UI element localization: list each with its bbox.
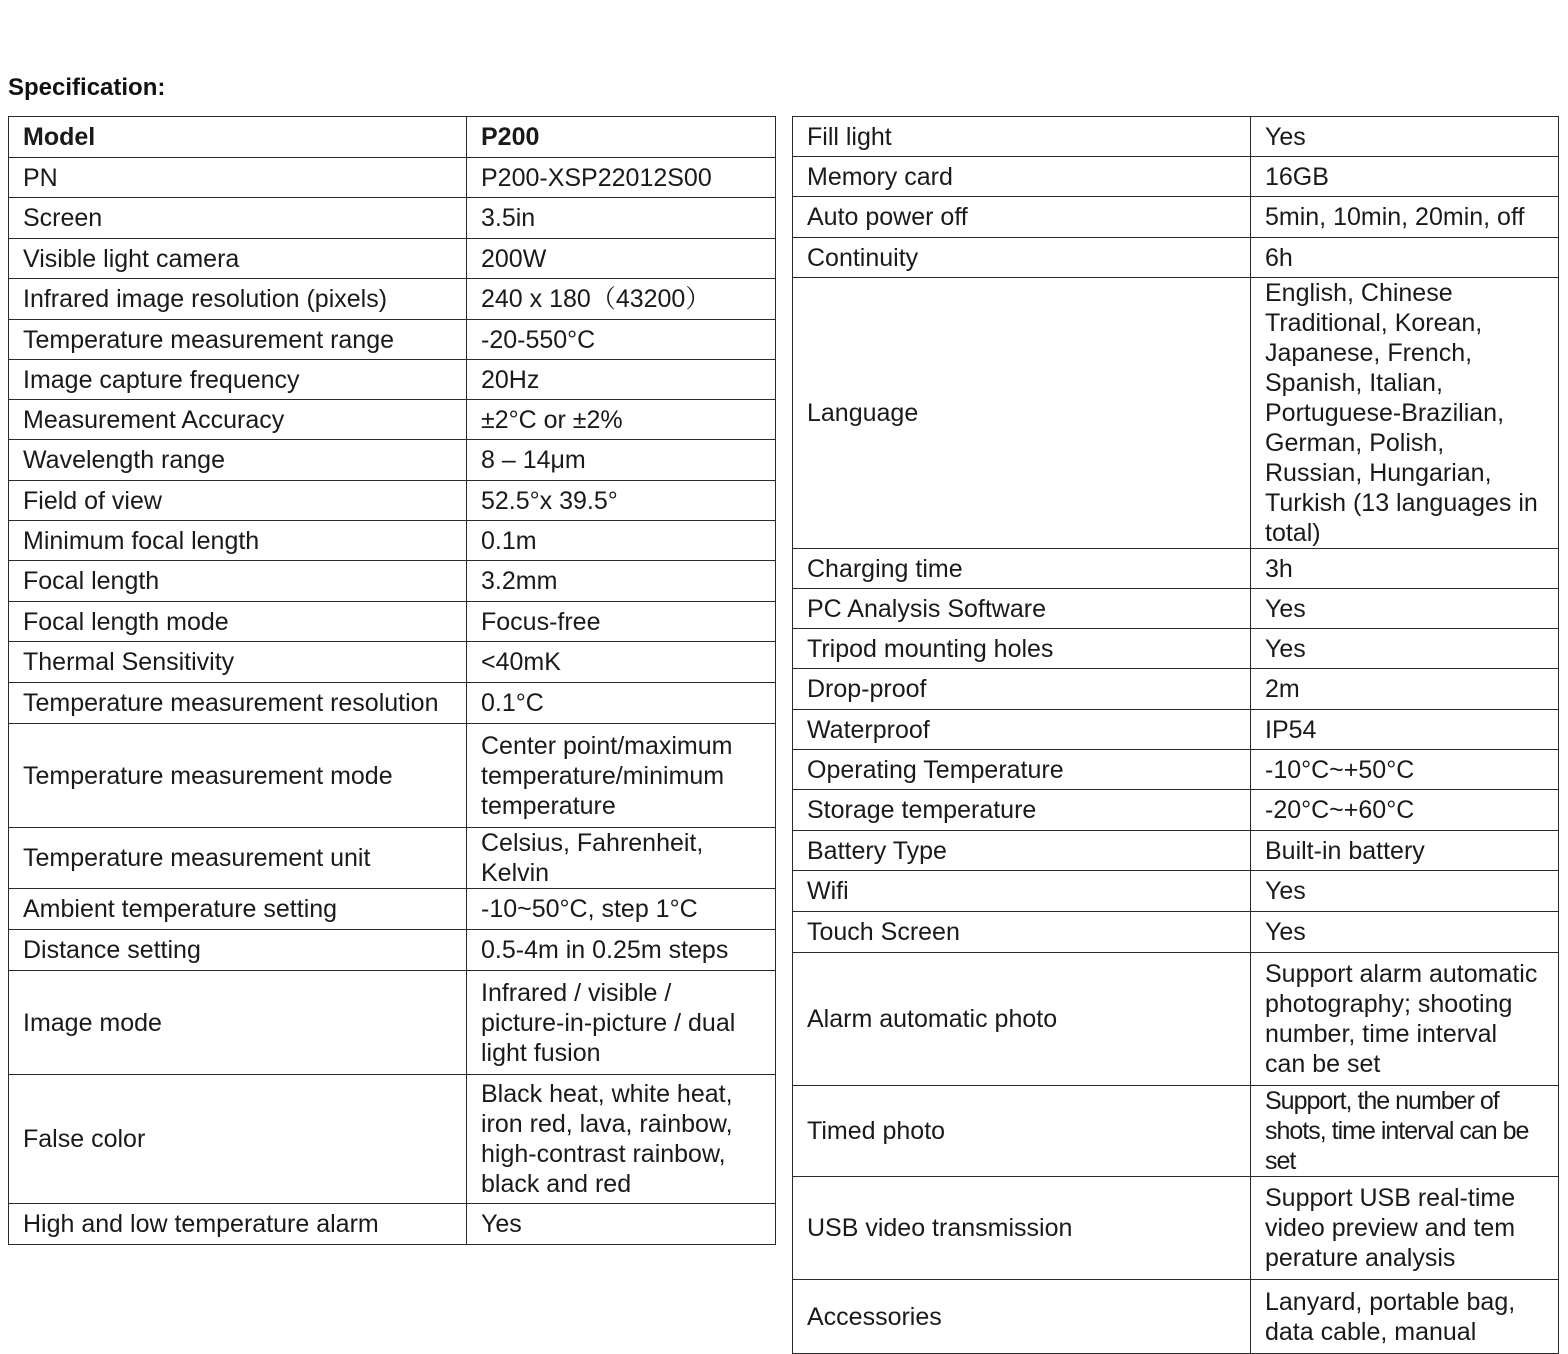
spec-value: Support alarm automatic photography; shooting number, time interval can be set	[1251, 953, 1559, 1086]
table-row	[9, 521, 776, 561]
spec-value: 0.5-4m in 0.25m steps	[467, 930, 776, 971]
table-row	[9, 481, 776, 521]
spec-label: Field of view	[9, 481, 467, 521]
spec-label: Tripod mounting holes	[793, 629, 1251, 669]
spec-label: Image capture frequency	[9, 360, 467, 400]
spec-label: Language	[793, 278, 1251, 549]
spec-table-left	[8, 116, 776, 1245]
spec-value: Lanyard, portable bag, data cable, manual	[1251, 1280, 1559, 1354]
spec-label: Temperature measurement mode	[9, 724, 467, 828]
spec-label: False color	[9, 1075, 467, 1204]
spec-label: Focal length	[9, 561, 467, 602]
spec-value: Center point/maximum temperature/minimum temperature	[467, 724, 776, 828]
spec-label: Alarm automatic photo	[793, 953, 1251, 1086]
spec-label: Charging time	[793, 549, 1251, 589]
spec-value: P200-XSP22012S00	[467, 158, 776, 198]
table-row	[9, 602, 776, 642]
spec-value: ±2°C or ±2%	[467, 400, 776, 440]
table-row	[9, 117, 776, 158]
table-row	[9, 889, 776, 930]
spec-label: Timed photo	[793, 1086, 1251, 1177]
table-row	[793, 669, 1559, 710]
spec-label: Measurement Accuracy	[9, 400, 467, 440]
spec-label: Focal length mode	[9, 602, 467, 642]
spec-value: Built-in battery	[1251, 831, 1559, 871]
spec-label: Ambient temperature setting	[9, 889, 467, 930]
spec-table-right	[792, 116, 1559, 1354]
spec-label: Battery Type	[793, 831, 1251, 871]
spec-label: PN	[9, 158, 467, 198]
spec-label: Minimum focal length	[9, 521, 467, 561]
table-row	[9, 1075, 776, 1204]
spec-value: English, Chinese Traditional, Korean, Japanese, French, Spanish, Italian, Portuguese-Brazilian, German, Polish, Russian, Hungarian, Turkish (13 languages in total)	[1251, 278, 1559, 549]
spec-label: Visible light camera	[9, 239, 467, 279]
table-row	[793, 117, 1559, 157]
table-row	[793, 238, 1559, 278]
table-row	[9, 239, 776, 279]
spec-value: 200W	[467, 239, 776, 279]
spec-label: Infrared image resolution (pixels)	[9, 279, 467, 320]
table-row	[9, 440, 776, 481]
spec-label: Model	[9, 117, 467, 158]
table-row	[9, 1204, 776, 1245]
table-row	[793, 157, 1559, 197]
table-row	[793, 549, 1559, 589]
table-row	[793, 1280, 1559, 1354]
spec-value: -10°C~+50°C	[1251, 750, 1559, 790]
spec-value: Support, the number of shots, time interval can be set	[1251, 1086, 1559, 1177]
spec-value: Yes	[1251, 912, 1559, 953]
spec-value: 3.2mm	[467, 561, 776, 602]
table-row	[793, 197, 1559, 238]
spec-value: 240 x 180（43200）	[467, 279, 776, 320]
table-row	[9, 561, 776, 602]
page-title: Specification:	[8, 74, 166, 101]
table-row	[793, 629, 1559, 669]
spec-label: Temperature measurement resolution	[9, 683, 467, 724]
spec-value: Focus-free	[467, 602, 776, 642]
spec-value: 3h	[1251, 549, 1559, 589]
spec-value: Yes	[1251, 629, 1559, 669]
spec-value: 6h	[1251, 238, 1559, 278]
table-row	[9, 828, 776, 889]
table-row	[9, 198, 776, 239]
spec-value: P200	[467, 117, 776, 158]
table-row	[9, 360, 776, 400]
spec-value: <40mK	[467, 642, 776, 683]
spec-label: Wifi	[793, 871, 1251, 912]
spec-label: Thermal Sensitivity	[9, 642, 467, 683]
spec-value: 0.1m	[467, 521, 776, 561]
table-row	[793, 1177, 1559, 1280]
table-row	[793, 912, 1559, 953]
spec-label: Wavelength range	[9, 440, 467, 481]
table-row	[9, 930, 776, 971]
spec-label: Memory card	[793, 157, 1251, 197]
spec-value: -10~50°C, step 1°C	[467, 889, 776, 930]
spec-label: PC Analysis Software	[793, 589, 1251, 629]
table-row	[9, 724, 776, 828]
spec-value: Support USB real-time video preview and tem perature analysis	[1251, 1177, 1559, 1280]
spec-value: -20-550°C	[467, 320, 776, 360]
spec-label: High and low temperature alarm	[9, 1204, 467, 1245]
spec-label: Temperature measurement unit	[9, 828, 467, 889]
spec-value: 20Hz	[467, 360, 776, 400]
spec-label: Continuity	[793, 238, 1251, 278]
spec-label: Waterproof	[793, 710, 1251, 750]
spec-label: Touch Screen	[793, 912, 1251, 953]
spec-value: 5min, 10min, 20min, off	[1251, 197, 1559, 238]
table-row	[9, 683, 776, 724]
spec-value: 2m	[1251, 669, 1559, 710]
spec-table-right-body	[793, 117, 1559, 1354]
spec-value: 0.1°C	[467, 683, 776, 724]
table-row	[793, 710, 1559, 750]
table-row	[793, 589, 1559, 629]
spec-label: Auto power off	[793, 197, 1251, 238]
spec-value: Yes	[1251, 871, 1559, 912]
table-row	[9, 320, 776, 360]
spec-table-left-body	[9, 117, 776, 1245]
table-row	[793, 790, 1559, 831]
spec-value: 8 – 14μm	[467, 440, 776, 481]
table-row	[9, 642, 776, 683]
spec-label: Temperature measurement range	[9, 320, 467, 360]
table-row	[793, 953, 1559, 1086]
table-row	[793, 1086, 1559, 1177]
spec-value: 52.5°x 39.5°	[467, 481, 776, 521]
spec-value: IP54	[1251, 710, 1559, 750]
spec-value: -20°C~+60°C	[1251, 790, 1559, 831]
spec-value: 3.5in	[467, 198, 776, 239]
spec-label: Drop-proof	[793, 669, 1251, 710]
spec-label: Accessories	[793, 1280, 1251, 1354]
table-row	[793, 278, 1559, 549]
spec-label: Operating Temperature	[793, 750, 1251, 790]
spec-value: Yes	[1251, 589, 1559, 629]
table-row	[793, 750, 1559, 790]
spec-value: Yes	[467, 1204, 776, 1245]
spec-value: Yes	[1251, 117, 1559, 157]
table-row	[9, 158, 776, 198]
spec-value: Celsius, Fahrenheit, Kelvin	[467, 828, 776, 889]
spec-label: Distance setting	[9, 930, 467, 971]
table-row	[793, 871, 1559, 912]
table-row	[793, 831, 1559, 871]
spec-label: Screen	[9, 198, 467, 239]
table-row	[9, 971, 776, 1075]
table-row	[9, 279, 776, 320]
spec-label: USB video transmission	[793, 1177, 1251, 1280]
spec-value: 16GB	[1251, 157, 1559, 197]
spec-value: Black heat, white heat, iron red, lava, rainbow, high-contrast rainbow, black and red	[467, 1075, 776, 1204]
spec-label: Storage temperature	[793, 790, 1251, 831]
spec-label: Fill light	[793, 117, 1251, 157]
spec-label: Image mode	[9, 971, 467, 1075]
spec-value: Infrared / visible / picture-in-picture / dual light fusion	[467, 971, 776, 1075]
table-row	[9, 400, 776, 440]
